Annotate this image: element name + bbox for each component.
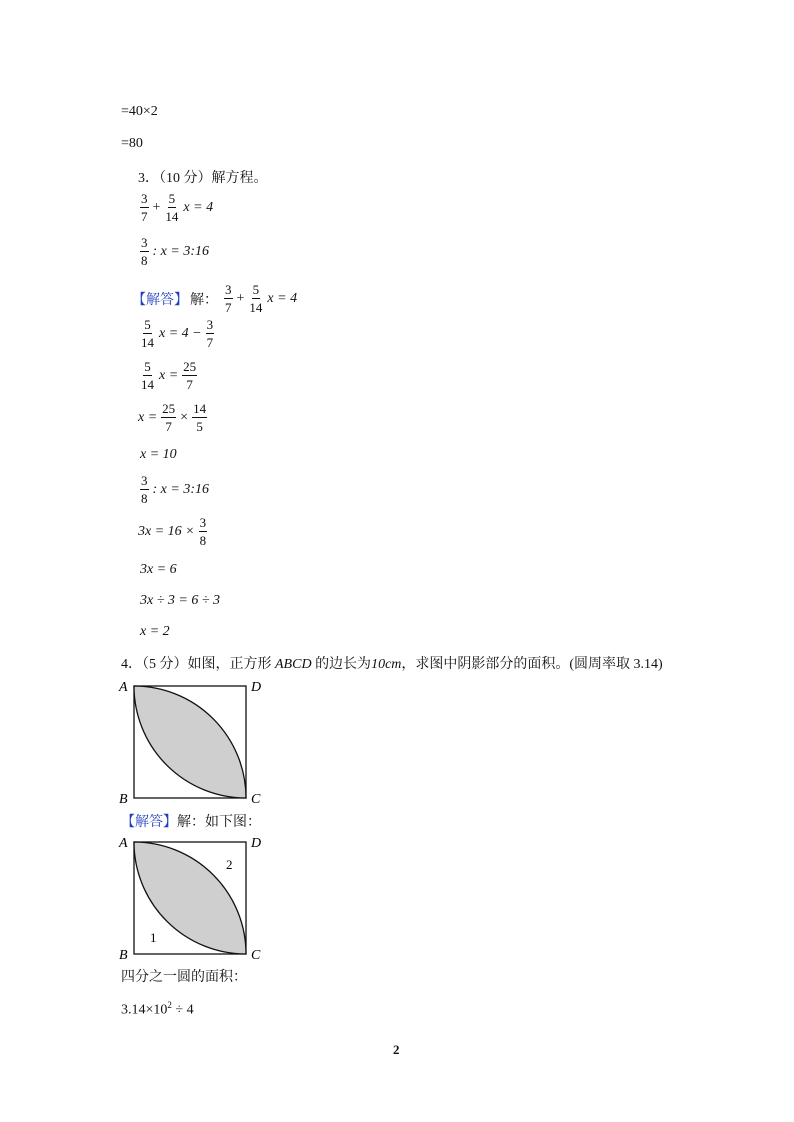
question-3-title: 3．（10 分）解方程。 xyxy=(138,171,268,186)
solution-step-7: 3x = 6 xyxy=(140,562,177,577)
square-figure-2 xyxy=(118,832,270,964)
solution-step-9: x = 2 xyxy=(140,624,170,639)
question-4-title: 4．（5 分）如图，正方形 ABCD 的边长为10cm，求图中阴影部分的面积。(圆周率取 3.14) xyxy=(121,657,663,672)
solution-step-1: $\frac{5}{14}$ x = 4 − $\frac{3}{7}$ xyxy=(141,317,214,350)
q3-equation-1: $\frac{3}{7}$ + $\frac{5}{14}$ x = 4 xyxy=(141,191,214,224)
answer-tag: 【解答】 xyxy=(121,815,177,830)
solution-step-2: $\frac{5}{14}$ x = $\frac{25}{7}$ xyxy=(141,359,197,392)
step-line-2: =80 xyxy=(121,136,143,151)
calculation-line: $3.14\times 10^2 \div 4$ xyxy=(121,1000,194,1018)
quarter-circle-text: 四分之一圆的面积： xyxy=(121,970,247,985)
solution-step-3: x = $\frac{25}{7}$ × $\frac{14}{5}$ xyxy=(138,401,207,434)
solution-step-5: $\frac{3}{8}$ : x = 3:16 xyxy=(141,473,209,506)
label-c: C xyxy=(251,948,261,963)
label-d: D xyxy=(251,680,262,695)
answer-tag: 【解答】 xyxy=(132,292,188,308)
fraction: $\frac{5}{14}$ xyxy=(165,191,179,224)
region-label-2: 2 xyxy=(226,857,233,872)
label-d: D xyxy=(251,836,262,851)
label-a: A xyxy=(119,836,128,851)
solution-step-8: 3x ÷ 3 = 6 ÷ 3 xyxy=(140,593,221,608)
fraction: $\frac{3}{8}$ xyxy=(141,235,148,268)
label-b: B xyxy=(119,792,128,807)
q3-equation-2: $\frac{3}{8}$ : x = 3:16 xyxy=(141,235,209,268)
label-a: A xyxy=(119,680,128,695)
solution-step-6: 3x = 16 × $\frac{3}{8}$ xyxy=(138,515,207,548)
fraction: $\frac{3}{7}$ xyxy=(141,191,148,224)
solution-step-4: x = 10 xyxy=(140,447,177,462)
square-figure-1 xyxy=(118,676,270,808)
label-b: B xyxy=(119,948,128,963)
region-label-1: 1 xyxy=(150,930,157,945)
page-number: 2 xyxy=(393,1042,400,1057)
answer-line-2: 【解答】解：如下图： xyxy=(121,815,261,830)
label-c: C xyxy=(251,792,261,807)
answer-line-1: 【解答】 解： $\frac{3}{7}$ + $\frac{5}{14}$ x = 4 xyxy=(132,282,298,315)
step-line-1: =40×2 xyxy=(121,104,158,119)
